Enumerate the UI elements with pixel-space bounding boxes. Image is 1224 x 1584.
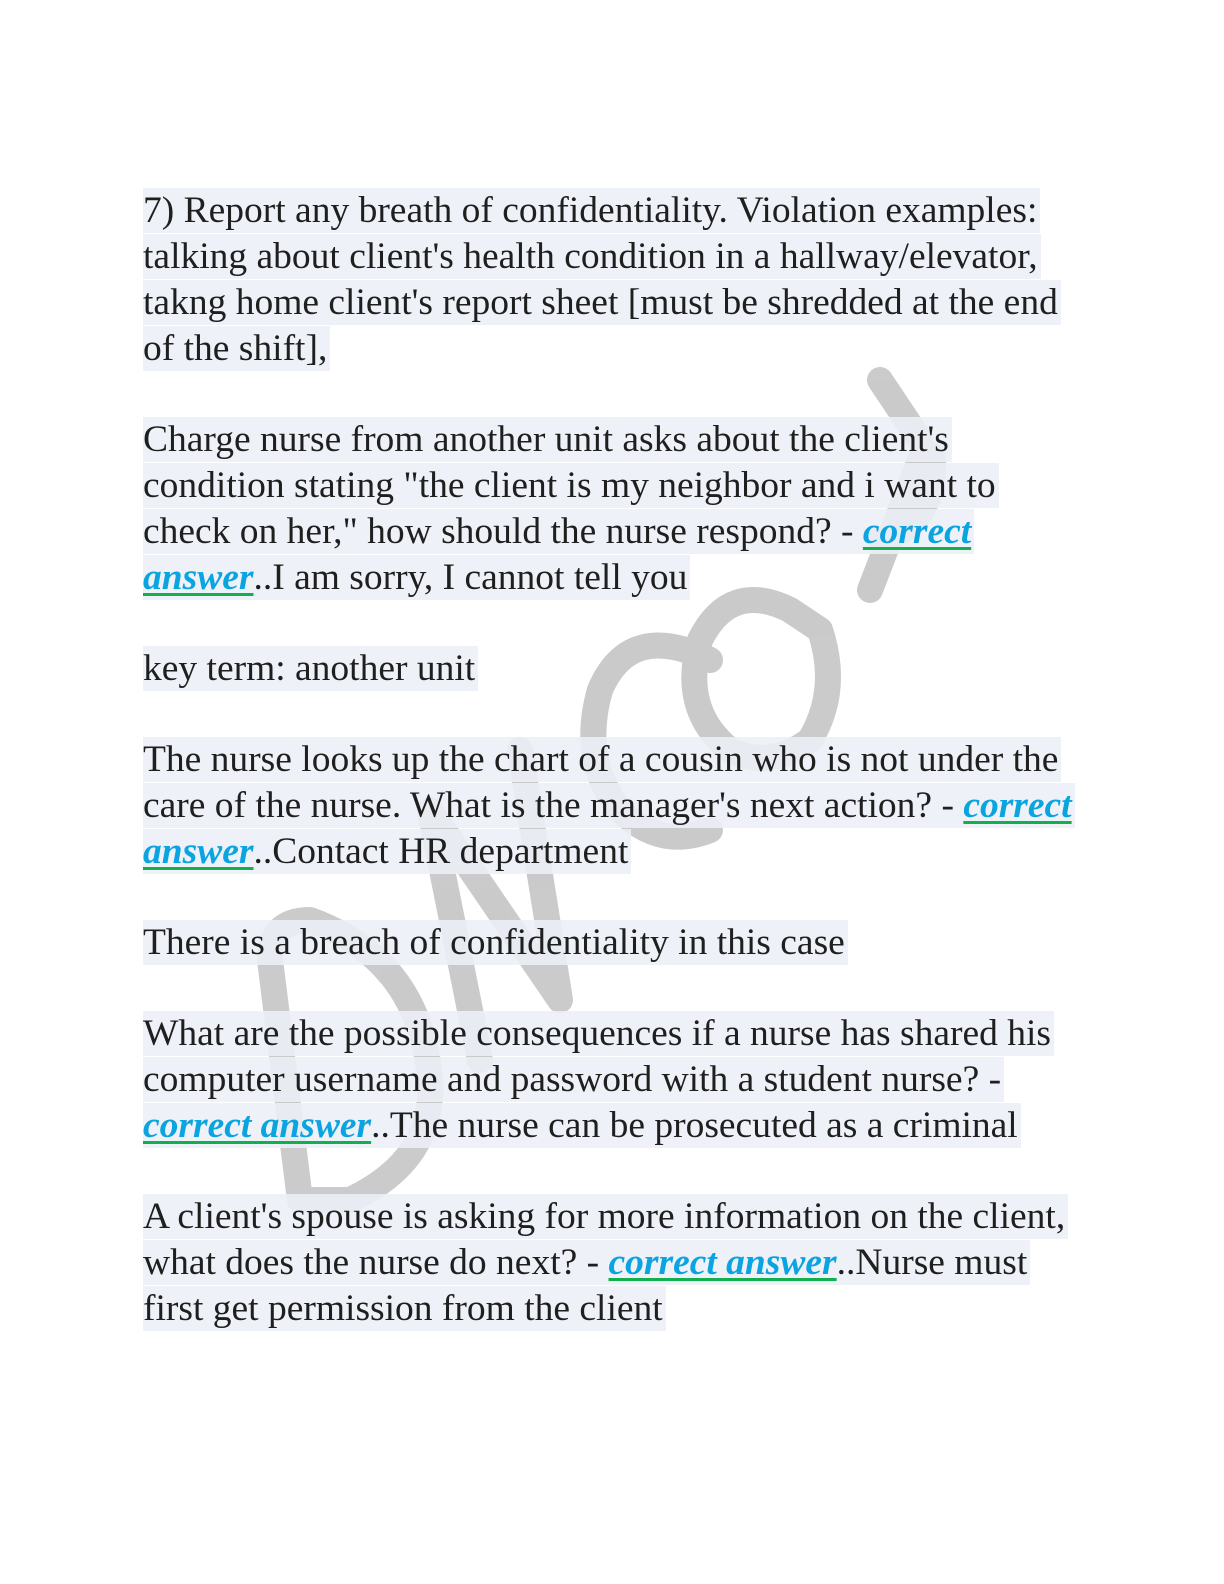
answer-text: ..Nurse must first get permission from the client <box>143 1242 1028 1329</box>
correct-answer-label: correct answer <box>143 785 1072 872</box>
paragraph-text: key term: another unit <box>143 646 478 691</box>
paragraph-breach-note <box>143 920 1083 966</box>
qa-cousin-chart <box>143 737 1083 875</box>
qa-charge-nurse <box>143 417 1083 601</box>
question-text: A client's spouse is asking for more information on the client, what does the nurse do next? - <box>143 1196 1066 1283</box>
paragraph-report-breach <box>143 188 1083 372</box>
paragraph-text: There is a breach of confidentiality in this case <box>143 920 848 965</box>
question-text: The nurse looks up the chart of a cousin who is not under the care of the nurse. What is the manager's next action? - <box>143 739 1059 826</box>
answer-text: ..I am sorry, I cannot tell you <box>253 557 688 598</box>
correct-answer-label: correct answer <box>143 1105 372 1146</box>
answer-text: ..Contact HR department <box>253 831 629 872</box>
qa-client-spouse <box>143 1194 1083 1332</box>
paragraph-text: 7) Report any breath of confidentiality. Violation examples: talking about client's health condition in a hallway/elevator, takng home client's report sheet [must be shredded at the end of the shift], <box>143 188 1061 371</box>
correct-answer-label: correct answer <box>608 1242 837 1283</box>
qa-shared-password <box>143 1011 1083 1149</box>
question-text: Charge nurse from another unit asks about the client's condition stating "the client is my neighbor and i want to check on her," how should the nurse respond? - <box>143 419 996 552</box>
document-body <box>143 188 1083 1377</box>
paragraph-key-term <box>143 646 1083 692</box>
question-text: What are the possible consequences if a nurse has shared his computer username and password with a student nurse? - <box>143 1013 1052 1100</box>
correct-answer-label: correct answer <box>143 511 972 598</box>
answer-text: ..The nurse can be prosecuted as a criminal <box>371 1105 1018 1146</box>
